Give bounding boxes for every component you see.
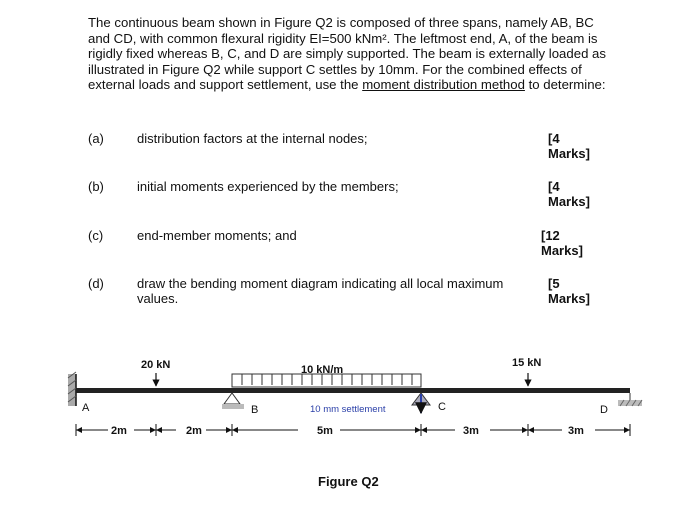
marks-close: Marks] — [548, 194, 590, 209]
question-a-label: (a) — [88, 131, 104, 146]
dim-label-ab1: 2m — [111, 425, 127, 437]
point-load-20kn — [141, 359, 170, 386]
dim-label-ab2: 2m — [186, 425, 202, 437]
question-b-label: (b) — [88, 179, 104, 194]
marks-open: [4 — [548, 131, 560, 146]
node-label-c: C — [438, 401, 446, 413]
question-d-text: draw the bending moment diagram indicating all local maximum values. — [137, 276, 504, 306]
pin-support-c — [412, 393, 430, 413]
marks-open: [4 — [548, 179, 560, 194]
method-underlined: moment distribution method — [362, 77, 525, 93]
fixed-support-a — [68, 372, 76, 406]
marks-open: [12 — [541, 228, 560, 243]
marks-close: Marks] — [541, 243, 583, 258]
question-c-text: end-member moments; and — [137, 228, 297, 243]
dim-label-cd2: 3m — [568, 425, 584, 437]
roller-support-d — [618, 393, 642, 406]
point-load-15kn — [512, 357, 541, 386]
node-label-a: A — [82, 402, 90, 414]
question-c-label: (c) — [88, 228, 104, 243]
problem-intro: The continuous beam shown in Figure Q2 is composed of three spans, namely AB, BC and CD, with common flexural rigidity EI=500 kNm². The leftmost end, A, of the beam is rigidly fixed whereas B, C, and D are simply supported. The beam is externally loaded as illustrated in Figure Q2 while support C settles by 10mm. For the combined effects of external loads and support settlement, use the — [88, 15, 606, 93]
dimension-line — [76, 424, 630, 436]
marks-close: Marks] — [548, 146, 590, 161]
problem-statement — [88, 15, 618, 93]
load-label-15kn: 15 kN — [512, 357, 542, 369]
question-c-marks — [541, 228, 583, 258]
pin-support-b — [222, 393, 244, 409]
settlement-label: 10 mm settlement — [310, 404, 386, 415]
beam — [76, 388, 630, 393]
question-a-text: distribution factors at the internal nodes; — [137, 131, 368, 146]
question-d-marks — [548, 276, 590, 306]
question-b-text: initial moments experienced by the members; — [137, 179, 399, 194]
dim-label-bc: 5m — [317, 425, 333, 437]
load-label-20kn: 20 kN — [141, 359, 171, 371]
figure-caption: Figure Q2 — [318, 474, 379, 489]
udl-label: 10 kN/m — [301, 364, 344, 376]
dim-label-cd1: 3m — [463, 425, 479, 437]
node-label-d: D — [600, 404, 608, 416]
question-b-marks — [548, 179, 590, 209]
beam-figure — [0, 340, 700, 470]
problem-tail: to determine: — [524, 77, 606, 93]
udl-10knm — [232, 364, 421, 387]
question-a-marks — [548, 131, 590, 161]
marks-close: Marks] — [548, 291, 590, 306]
node-label-b: B — [251, 404, 259, 416]
question-d-label: (d) — [88, 276, 104, 291]
marks-open: [5 — [548, 276, 560, 291]
